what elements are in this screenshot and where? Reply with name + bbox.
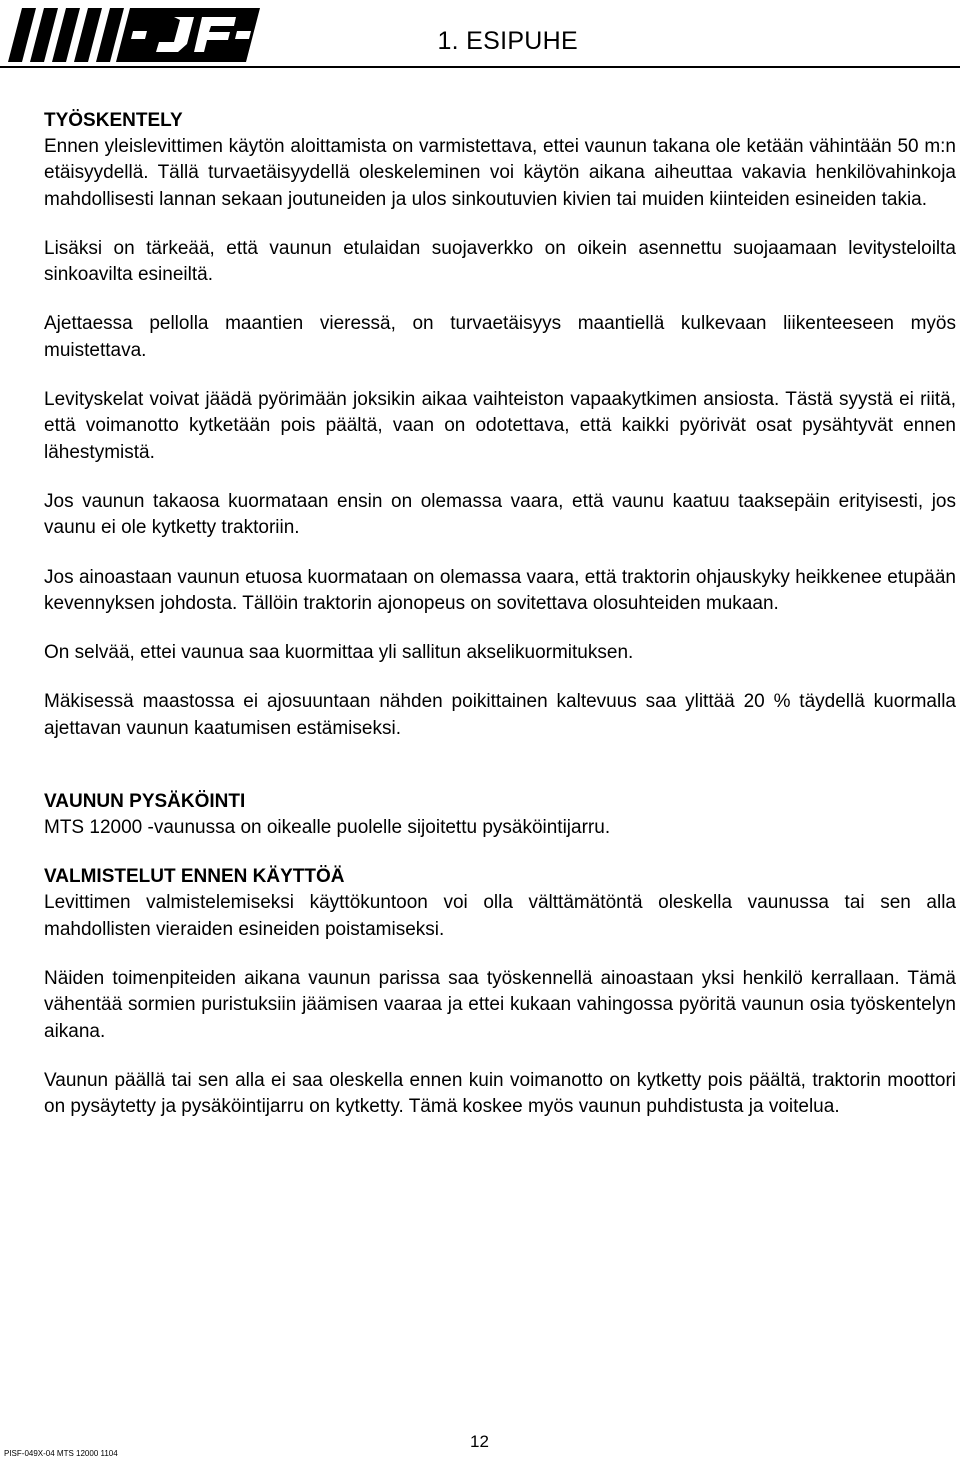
document-code: PISF-049X-04 MTS 12000 1104 (4, 1449, 118, 1458)
paragraph: Lisäksi on tärkeää, että vaunun etulaidan suojaverkko on oikein asennettu suojaamaan levitysteloilta sinkoavilta esineiltä. (44, 237, 956, 286)
paragraph: Jos vaunun takaosa kuormataan ensin on olemassa vaara, että vaunu kaatuu taaksepäin erityisesti, jos vaunu ei ole kytketty traktoriin. (44, 490, 956, 539)
paragraph: Ajettaessa pellolla maantien vieressä, on turvaetäisyys maantiellä kulkevaan liikenteeseen myös muistettava. (44, 313, 956, 361)
heading-vaunun-pysakointi: VAUNUN PYSÄKÖINTI (44, 791, 246, 813)
jf-logo (6, 6, 260, 64)
page-number: 12 (470, 1432, 489, 1451)
page-header (0, 0, 960, 70)
heading-valmistelut: VALMISTELUT ENNEN KÄYTTÖÄ (44, 866, 345, 888)
paragraph: Vaunun päällä tai sen alla ei saa oleskella ennen kuin voimanotto on kytketty pois päältä, traktorin moottori on pysäytetty ja pysäköintijarru on kytketty. Tämä koskee myös vaunun puhdistusta ja voitelua. (44, 1069, 956, 1118)
paragraph: Jos ainoastaan vaunun etuosa kuormataan on olemassa vaara, että traktorin ohjauskyky heikkenee etupään kevennyksen johdosta. Tällöin traktorin ajonopeus on sovitettava olosuhteiden mukaan. (44, 566, 956, 614)
paragraph: Mäkisessä maastossa ei ajosuuntaan nähden poikittainen kaltevuus saa ylittää 20 % täydellä kuormalla ajettavan vaunun kaatumisen estämiseksi. (44, 691, 956, 739)
heading-tyoskentely: TYÖSKENTELY (44, 110, 183, 131)
paragraph: Levittimen valmistelemiseksi käyttökuntoon voi olla välttämätöntä oleskella vaunussa tai sen alla mahdollisten vieraiden esineiden poistamiseksi. (44, 892, 956, 940)
section-title: 1. ESIPUHE (437, 27, 578, 55)
header-rule (0, 66, 960, 68)
page-content (44, 108, 956, 1120)
paragraph: Ennen yleislevittimen käytön aloittamista on varmistettava, ettei vaunun takana ole ketään vähintään 50 m:n etäisyydellä. Tällä turvaetäisyydellä oleskeleminen voi käytön aikana aiheuttaa vakavia henkilövahinkoja mahdollisesti lannan sekaan joutuneiden ja ulos sinkoutuvien kivien tai muiden kiinteiden esineiden takia. (44, 136, 956, 210)
paragraph: MTS 12000 -vaunussa on oikealle puolelle sijoitettu pysäköintijarru. (44, 817, 611, 839)
paragraph: On selvää, ettei vaunua saa kuormittaa yli sallitun akselikuormituksen. (44, 642, 634, 664)
paragraph: Levityskelat voivat jäädä pyörimään joksikin aikaa vaihteiston vapaakytkimen ansiosta. Tästä syystä ei riitä, että voimanotto kytketään pois päältä, vaan on odotettava, että kaikki pyörivät osat pysähtyvät ennen lähestymistä. (44, 389, 956, 463)
paragraph: Näiden toimenpiteiden aikana vaunun parissa saa työskennellä ainoastaan yksi henkilö kerrallaan. Tämä vähentää sormien puristuksiin jäämisen vaaraa ja ettei kukaan vahingossa pyöritä vaunun osia työskentelyn aikana. (44, 967, 956, 1042)
